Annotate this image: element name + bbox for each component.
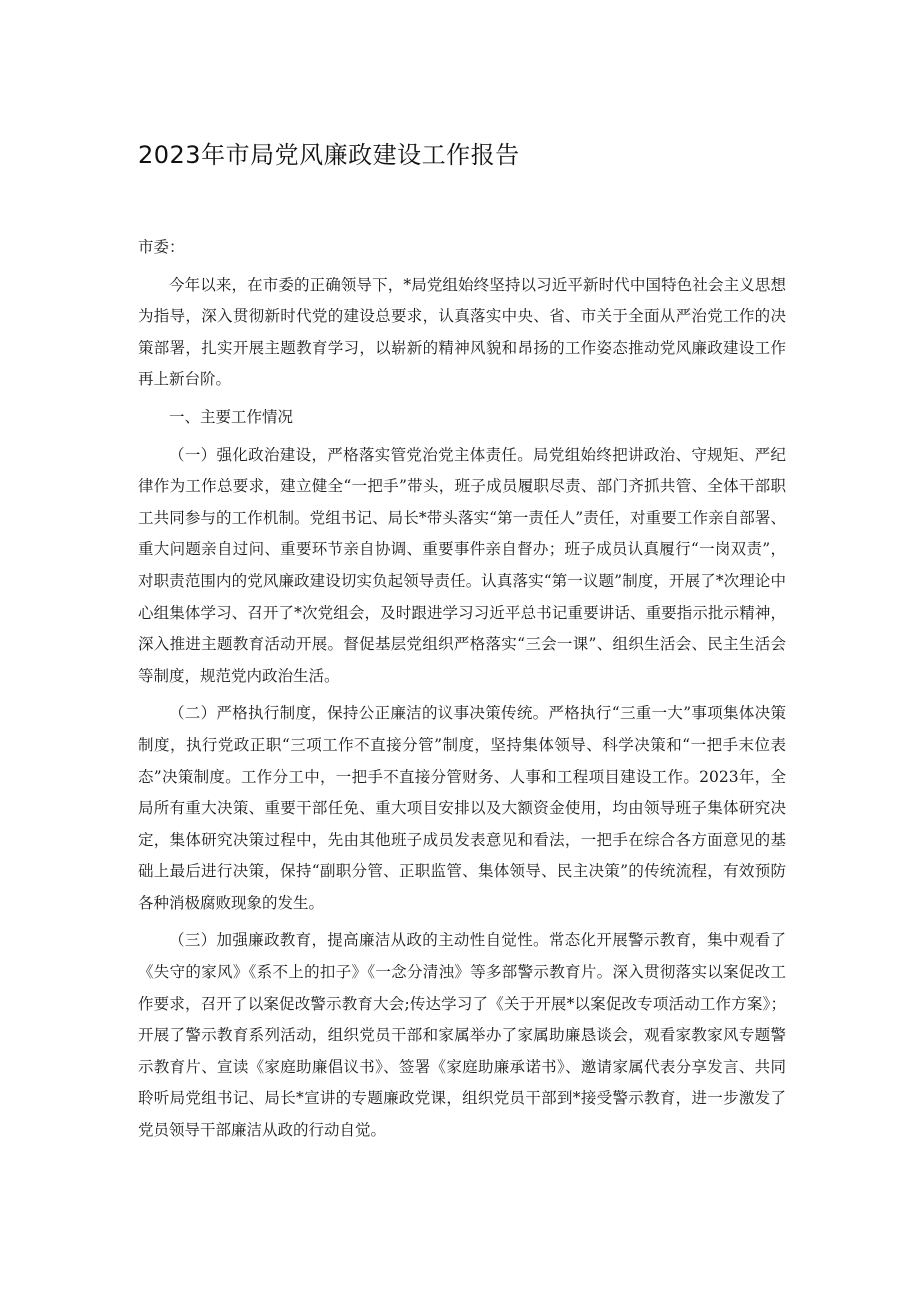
paragraph-decision-system: （二）严格执行制度，保持公正廉洁的议事决策传统。严格执行“三重一大”事项集体决策制度，执行党政正职“三项工作不直接分管”制度，坚持集体领导、科学决策和“一把手末位表态”决策制度。工作分工中，一把手不直接分管财务、人事和工程项目建设工作。2023年，全局所有重大决策、重要干部任免、重大项目安排以及大额资金使用，均由领导班子集体研究决定，集体研究决策过程中，先由其他班子成员发表意见和看法，一把手在综合各方面意见的基础上最后进行决策，保持“副职分管、正职监管、集体领导、民主决策”的传统流程，有效预防各种消极腐败现象的发生。 bbox=[138, 704, 786, 912]
paragraph-integrity-education: （三）加强廉政教育，提高廉洁从政的主动性自觉性。常态化开展警示教育，集中观看了《失守的家风》《系不上的扣子》《一念分清浊》等多部警示教育片。深入贯彻落实以案促改工作要求，召开了以案促改警示教育大会;传达学习了《关于开展*以案促改专项活动工作方案》；开展了警示教育系列活动，组织党员干部和家属举办了家属助廉恳谈会，观看家教家风专题警示教育片、宣读《家庭助廉倡议书》、签署《家庭助廉承诺书》、邀请家属代表分享发言、共同聆听局党组书记、局长*宣讲的专题廉政党课，组织党员干部到*接受警示教育，进一步激发了党员领导干部廉洁从政的行动自觉。 bbox=[138, 931, 786, 1140]
section-heading: 一、主要工作情况 bbox=[169, 407, 294, 426]
document-title: 2023年市局党风廉政建设工作报告 bbox=[138, 141, 520, 169]
paragraph-political-building: （一）强化政治建设，严格落实管党治党主体责任。局党组始终把讲政治、守规矩、严纪律作为工作总要求，建立健全“一把手”带头，班子成员履职尽责、部门齐抓共管、全体干部职工共同参与的工作机制。党组书记、局长*带头落实“第一责任人”责任，对重要工作亲自部署、重大问题亲自过问、重要环节亲自协调、重要事件亲自督办；班子成员认真履行“一岗双责”，对职责范围内的党风廉政建设切实负起领导责任。认真落实“第一议题”制度，开展了*次理论中心组集体学习、召开了*次党组会，及时跟进学习习近平总书记重要讲话、重要指示批示精神，深入推进主题教育活动开展。督促基层党组织严格落实“三会一课”、组织生活会、民主生活会等制度，规范党内政治生活。 bbox=[138, 445, 786, 685]
intro-paragraph: 今年以来，在市委的正确领导下，*局党组始终坚持以习近平新时代中国特色社会主义思想为指导，深入贯彻新时代党的建设总要求，认真落实中央、省、市关于全面从严治党工作的决策部署，扎实开展主题教育学习，以崭新的精神风貌和昂扬的工作姿态推动党风廉政建设工作再上新台阶。 bbox=[138, 275, 786, 389]
salutation: 市委： bbox=[138, 238, 185, 256]
document-body bbox=[138, 232, 786, 1153]
